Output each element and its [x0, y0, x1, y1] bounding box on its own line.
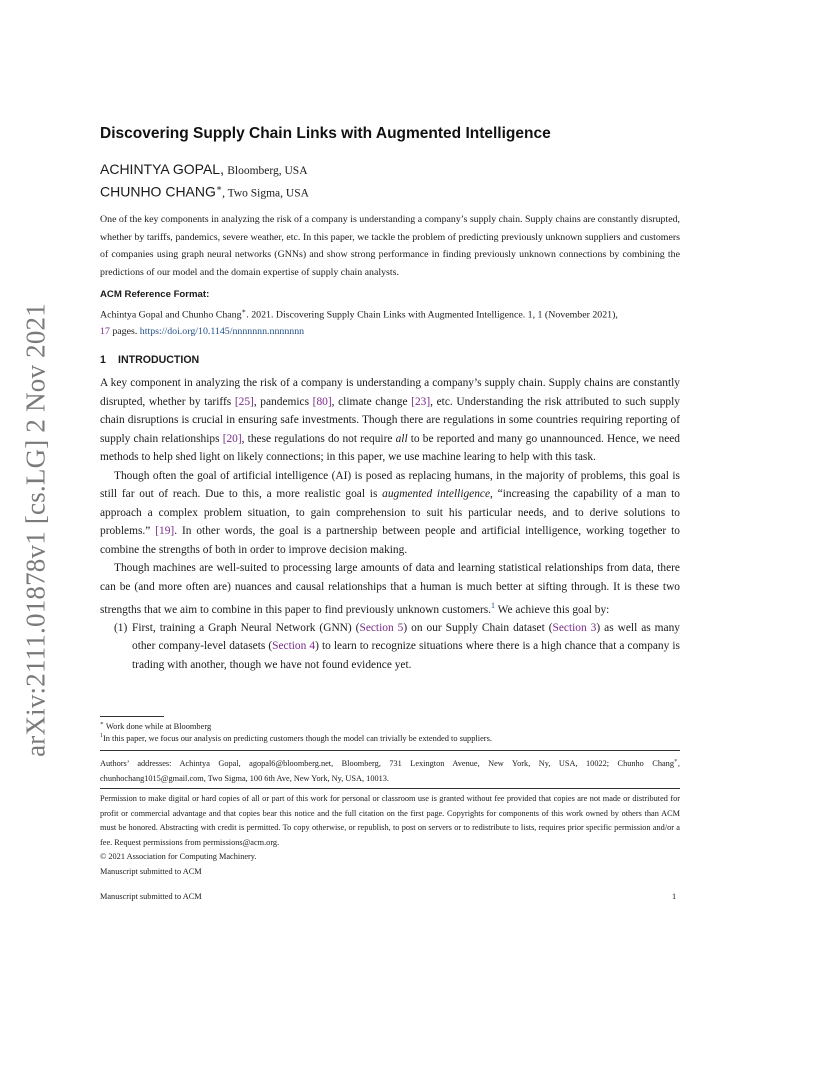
author-name: ACHINTYA GOPAL,: [100, 161, 224, 177]
body-text: [100, 374, 680, 675]
permission-notice: [100, 792, 680, 880]
permission-text: Permission to make digital or hard copies of all or part of this work for personal or classroom use is granted without fee provided that copies are not made or distributed for profit or commercial advantage and that copies bear this notice and the full citation on the first page. Copyrights for components of this work owned by others than ACM must be honored. Abstracting with credit is permitted. To copy otherwise, or republish, to post on servers or to redistribute to lists, requires prior specific permission and/or a fee. Request permissions from permissions@acm.org.: [100, 794, 680, 847]
acm-reference: [100, 304, 680, 340]
divider: [100, 750, 680, 751]
footnote: ∗ Work done while at Bloomberg: [100, 721, 212, 731]
author-affiliation: Bloomberg, USA: [227, 165, 308, 177]
page-number: 1: [672, 892, 677, 901]
author-line: [100, 183, 309, 200]
footnote-link[interactable]: 1: [491, 600, 495, 610]
author-footnote-mark: ∗: [215, 183, 223, 193]
page-count-link[interactable]: 17: [100, 325, 110, 337]
footnote-rule: [100, 716, 164, 717]
author-affiliation: , Two Sigma, USA: [222, 187, 309, 200]
manuscript-note: Manuscript submitted to ACM: [100, 866, 202, 876]
author-line: [100, 161, 308, 178]
acm-reference-heading: ACM Reference Format:: [100, 289, 210, 300]
author-footnote-mark: ∗: [241, 308, 247, 315]
author-name: CHUNHO CHANG: [100, 183, 216, 200]
acm-reference-text: pages.: [109, 325, 140, 337]
acm-reference-text: . 2021. Discovering Supply Chain Links with Augmented Intelligence. 1, 1 (November 2021),: [246, 309, 618, 321]
contribution-list: [100, 619, 680, 675]
authors-addresses: Authors’ addresses: Achintya Gopal, agopal6@bloomberg.net, Bloomberg, 731 Lexington Avenue, New York, Ny, USA, 10022; Chunho Chang∗, chunhochang1015@gmail.com, Two Sigma, 100 6th Ave, New York, Ny, USA, 10013.: [100, 758, 680, 783]
divider: [100, 788, 680, 789]
list-marker: (1): [114, 621, 128, 634]
section-title: INTRODUCTION: [118, 354, 200, 366]
footnote: $^1$In this paper, we focus our analysis on predicting customers though the model can trivially be extended to suppliers.: [100, 733, 492, 743]
abstract: One of the key components in analyzing the risk of a company is understanding a company’s supply chain. Supply chains are constantly disrupted, whether by tariffs, pandemics, severe weather, etc. In this paper, we tackle the problem of predicting previously unknown suppliers and customers of companies using graph neural networks (GNNs) and show strong performance in finding previously unknown connections by combining the predictions of our model and the domain expertise of supply chain analysts.: [100, 214, 680, 278]
section-number: 1: [100, 354, 106, 366]
arxiv-stamp-text: arXiv:2111.01878v1 [cs.LG] 2 Nov 2021: [20, 303, 51, 757]
citation-link[interactable]: [19]: [155, 525, 175, 538]
citation-link[interactable]: [80]: [312, 395, 332, 408]
section-link[interactable]: Section 5: [359, 621, 404, 634]
citation-link[interactable]: [20]: [222, 432, 242, 445]
copyright-line: © 2021 Association for Computing Machinery.: [100, 852, 257, 862]
citation-link[interactable]: [25]: [234, 395, 254, 408]
paragraph: A key component in analyzing the risk of a company is understanding a company’s supply chain. Supply chains are constantly disrupted, whether by tariffs [25], pandemics [80], climate change [23], etc. Understanding the risk attributed to such supply chain disruptions is crucial in ensuring safe investments. Though there are regulations in some countries requiring reporting of supply chain relationships [20], these regulations do not require all to be reported and many go unannounced. Hence, we need methods to help shed light on likely connections; in this paper, we use machine learing to help with this task.: [100, 377, 680, 464]
paragraph: Though machines are well-suited to processing large amounts of data and learning statistical relationships from data, there can be (and more often are) nuances and causal relationships that a human is much better at sifting through. It is these two strengths that we aim to combine in this paper to find previously unknown customers.$^1$ We achieve this goal by:: [100, 562, 680, 616]
paper-title: Discovering Supply Chain Links with Augmented Intelligence: [100, 125, 551, 142]
paragraph: Though often the goal of artificial intelligence (AI) is posed as replacing humans, in the majority of problems, this goal is still far out of reach. Due to this, a more realistic goal is augmented intelligence, “increasing the capability of a man to approach a complex problem situation, to gain comprehension to suit his particular needs, and to derive solutions to problems.” [19]. In other words, the goal is a partnership between people and artificial intelligence, working together to combine the strengths of both in order to improve decision making.: [100, 469, 680, 556]
section-link[interactable]: Section 3: [552, 621, 597, 634]
footer-left: Manuscript submitted to ACM: [100, 892, 202, 901]
doi-link[interactable]: https://doi.org/10.1145/nnnnnnn.nnnnnnn: [139, 325, 305, 337]
section-heading: [100, 354, 199, 366]
list-item: (1) First, training a Graph Neural Network (GNN) (Section 5) on our Supply Chain dataset (Section 3) as well as many other company-level datasets (Section 4) to learn to recognize situations where there is a high chance that a company is trading with another, though we have not found evidence yet.: [100, 619, 680, 675]
citation-link[interactable]: [23]: [411, 395, 431, 408]
arxiv-stamp: [8, 300, 64, 760]
section-link[interactable]: Section 4: [272, 640, 316, 653]
acm-reference-text: Achintya Gopal and Chunho Chang: [100, 309, 242, 321]
